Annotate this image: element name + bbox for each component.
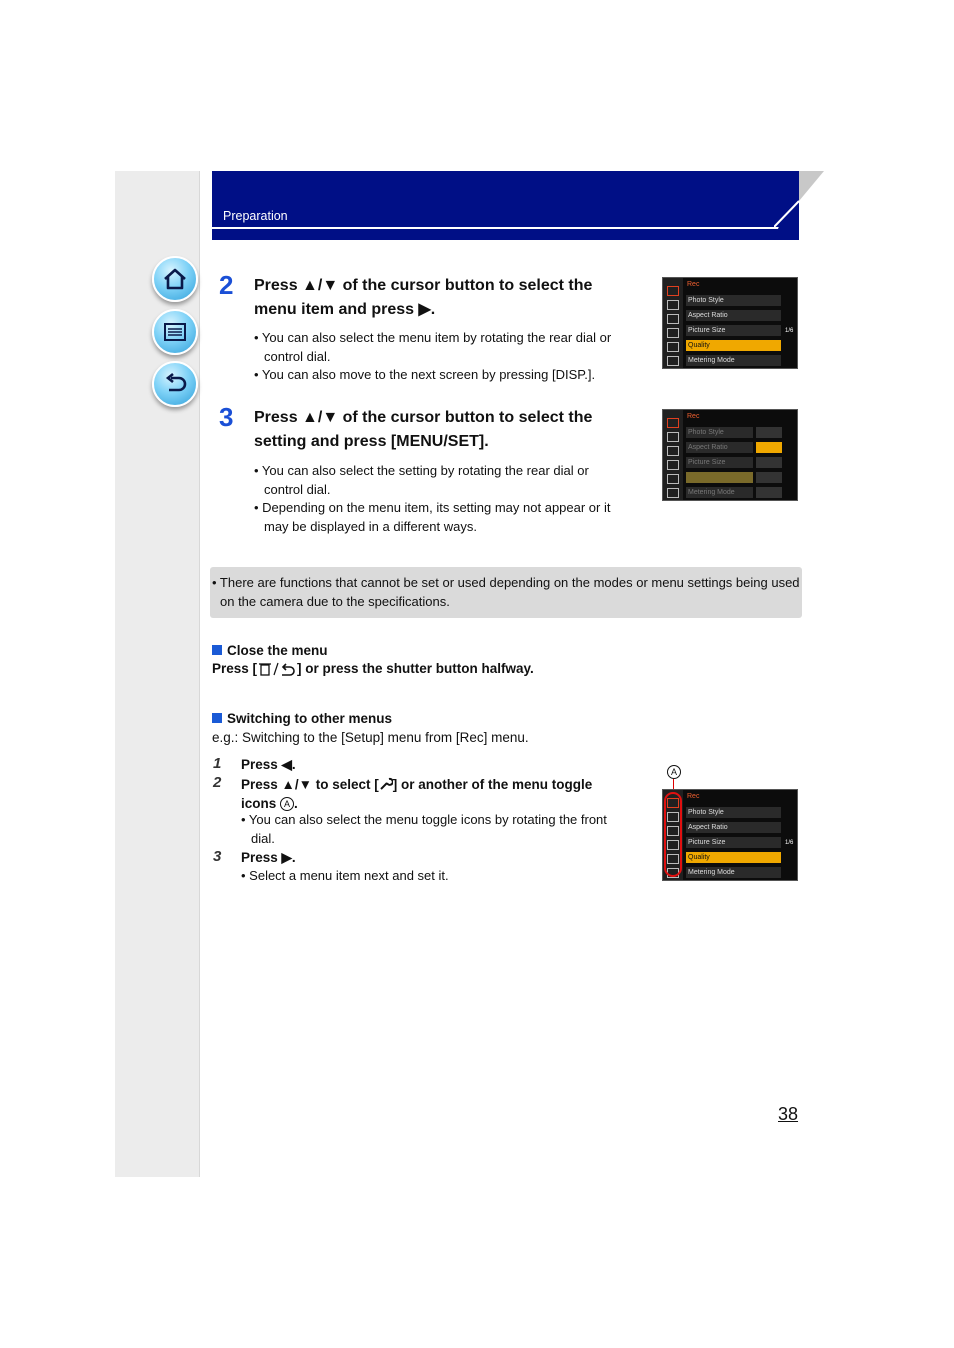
substep-text: Press ▲/▼ to select [ ] or another of the menu toggle icons A .	[241, 777, 593, 811]
substep-number: 3	[213, 848, 222, 865]
switching-example: e.g.: Switching to the [Setup] menu from [Rec] menu.	[212, 730, 529, 745]
section-title: Preparation	[223, 209, 288, 223]
step-heading: Press ▲/▼ of the cursor button to select the menu item and press ▶.	[254, 277, 593, 318]
step-bullets: • You can also select the menu item by rotating the rear dial or control dial. • You can also move to the next screen by pressing [DISP.].	[254, 330, 612, 382]
substep-number: 1	[213, 755, 222, 772]
page-number[interactable]: 38	[778, 1104, 799, 1124]
step-number: 3	[219, 402, 234, 432]
step-bullets: • You can also select the setting by rotating the rear dial or control dial. • Depending on the menu item, its setting may not appear or it may be displayed in a different ways.	[254, 463, 611, 534]
home-icon	[162, 266, 188, 292]
menu-list-icon	[162, 319, 188, 345]
substep-bullets: • You can also select the menu toggle icons by rotating the front dial.	[241, 812, 607, 846]
camera-menu-toggle-screen: Rec Photo Style Aspect Ratio Picture Size Quality Metering Mode 1/6	[662, 789, 798, 881]
trash-return-icon	[257, 661, 297, 676]
square-bullet-icon	[212, 645, 222, 655]
close-menu-heading: Close the menu	[212, 643, 328, 658]
section-header	[212, 171, 799, 240]
wrench-icon	[379, 777, 393, 791]
substep-text: Press ◀.	[241, 757, 296, 772]
substep-number: 2	[213, 774, 222, 791]
back-button[interactable]	[152, 361, 198, 407]
switching-menus-heading: Switching to other menus	[212, 711, 392, 726]
substep-bullets: • Select a menu item next and set it.	[241, 868, 449, 883]
square-bullet-icon	[212, 713, 222, 723]
close-menu-instruction: Press [ ] or press the shutter button halfway.	[212, 661, 534, 676]
header-rule	[212, 227, 799, 229]
header-corner-decoration	[774, 171, 824, 240]
back-arrow-icon	[162, 371, 188, 397]
camera-menu-screen: Rec Photo Style Aspect Ratio Picture Size Quality Metering Mode 1/6	[662, 277, 798, 369]
home-button[interactable]	[152, 256, 198, 302]
callout-a-icon: A	[280, 797, 294, 811]
callout-a-label: A	[667, 765, 681, 779]
step-heading: Press ▲/▼ of the cursor button to select the setting and press [MENU/SET].	[254, 409, 593, 450]
note-text: • There are functions that cannot be set or used depending on the modes or menu settings being used on the camera due to the specifications.	[212, 575, 800, 609]
menu-list-button[interactable]	[152, 309, 198, 355]
substep-text: Press ▶.	[241, 850, 296, 865]
step-number: 2	[219, 270, 234, 300]
camera-setting-screen: Rec Photo Style Aspect Ratio Picture Size Metering Mode	[662, 409, 798, 501]
